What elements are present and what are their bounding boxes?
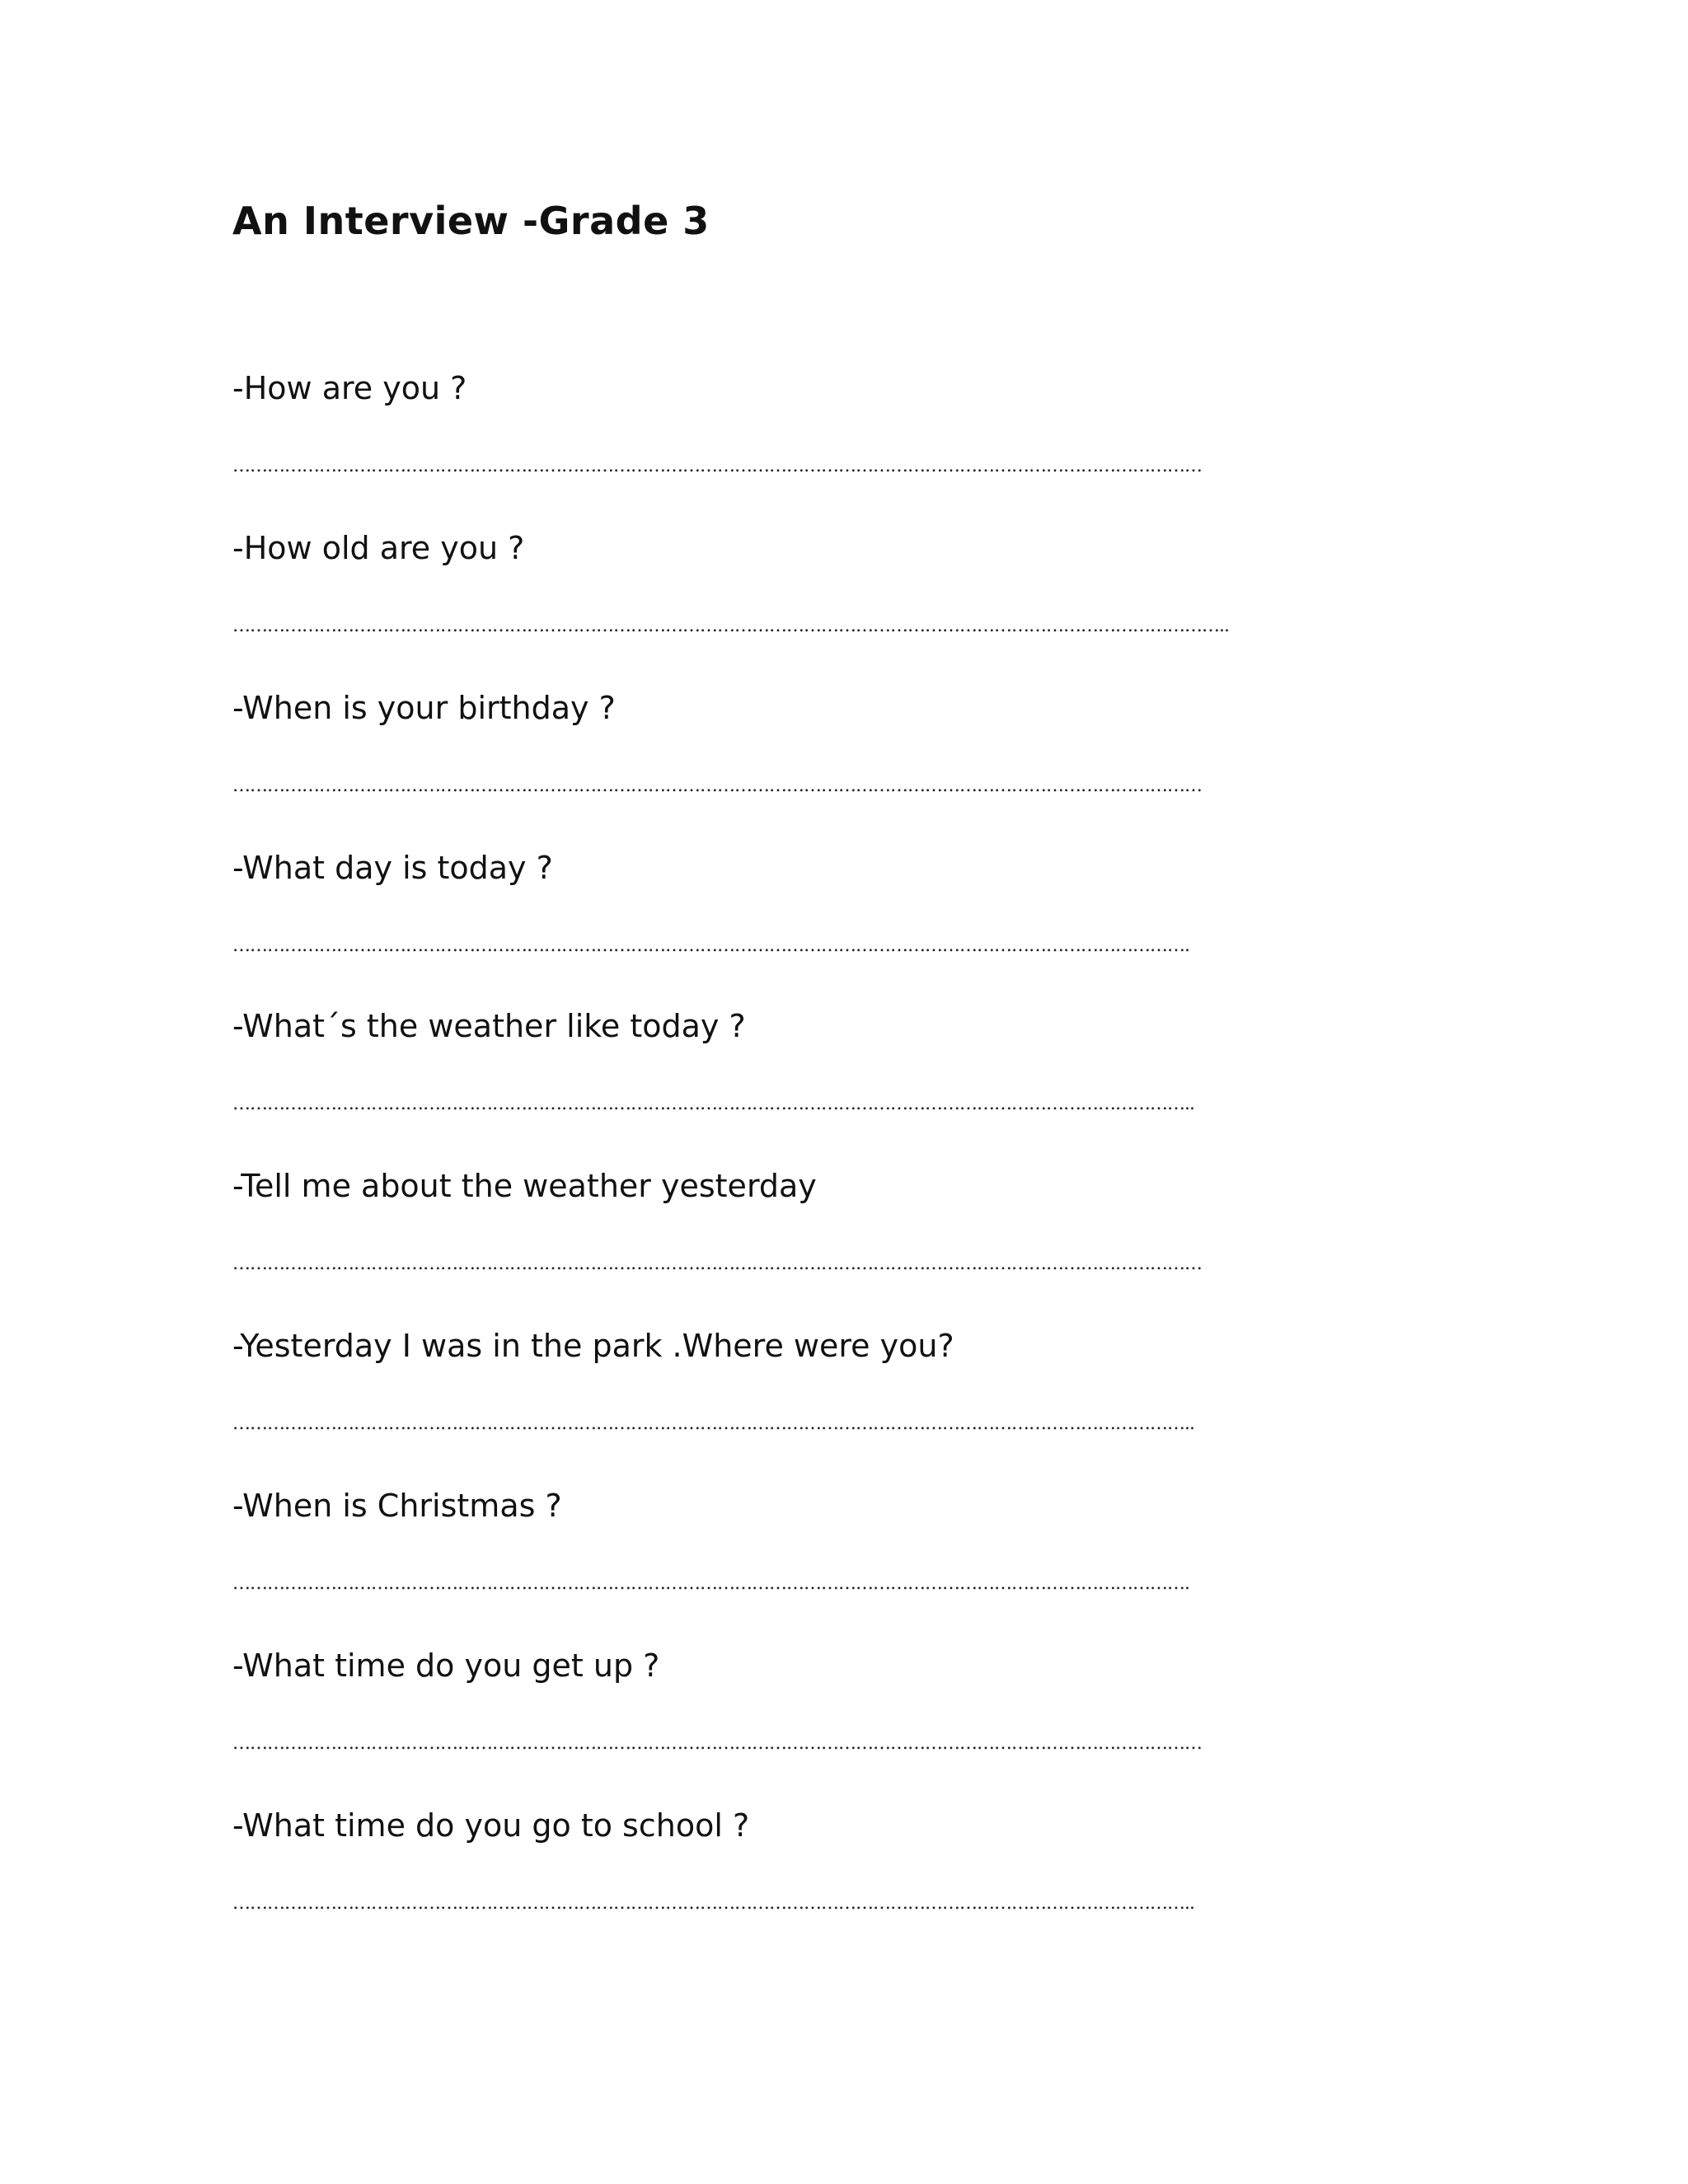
question-text: -Yesterday I was in the park .Where were you? xyxy=(232,1328,954,1364)
question-block-9 xyxy=(232,1645,1436,1805)
answer-line[interactable]: …………………………………………………………………………………………………………………………………………………… xyxy=(232,456,1202,476)
question-text: -How old are you ? xyxy=(232,530,525,566)
question-block-7 xyxy=(232,1325,1436,1485)
question-block-6 xyxy=(232,1165,1436,1325)
answer-line[interactable]: …………………………………………………………………………………………………………………………………………………… xyxy=(232,776,1202,796)
question-text: -What´s the weather like today ? xyxy=(232,1008,746,1044)
question-block-4 xyxy=(232,847,1436,1007)
answer-line[interactable]: …………………………………………………………………………………………………………………………………………………. xyxy=(232,935,1189,956)
question-text: -What day is today ? xyxy=(232,850,553,886)
answer-line[interactable]: ………………………………………………………………………………………………………………………………………………….. xyxy=(232,1413,1194,1434)
answer-line[interactable]: …………………………………………………………………………………………………………………………………………………. xyxy=(232,1573,1189,1594)
answer-line[interactable]: …………………………………………………………………………………………………………………………………………………… xyxy=(232,1254,1202,1274)
worksheet-title: An Interview -Grade 3 xyxy=(232,199,710,243)
question-block-5 xyxy=(232,1005,1436,1165)
answer-line[interactable]: ……………………………………………………………………………………………………………………………………………………….. xyxy=(232,616,1229,636)
question-text: -When is your birthday ? xyxy=(232,690,616,726)
answer-line[interactable]: ………………………………………………………………………………………………………………………………………………….. xyxy=(232,1893,1194,1914)
question-text: -What time do you go to school ? xyxy=(232,1807,750,1844)
question-text: -How are you ? xyxy=(232,370,467,406)
question-text: -What time do you get up ? xyxy=(232,1647,660,1684)
question-block-8 xyxy=(232,1485,1436,1645)
question-block-3 xyxy=(232,687,1436,847)
question-block-1 xyxy=(232,368,1436,527)
question-text: -When is Christmas ? xyxy=(232,1488,562,1524)
question-block-2 xyxy=(232,527,1436,687)
answer-line[interactable]: ………………………………………………………………………………………………………………………………………………….. xyxy=(232,1094,1194,1114)
question-text: -Tell me about the weather yesterday xyxy=(232,1168,817,1204)
answer-line[interactable]: …………………………………………………………………………………………………………………………………………………… xyxy=(232,1733,1202,1754)
question-block-10 xyxy=(232,1805,1436,1965)
